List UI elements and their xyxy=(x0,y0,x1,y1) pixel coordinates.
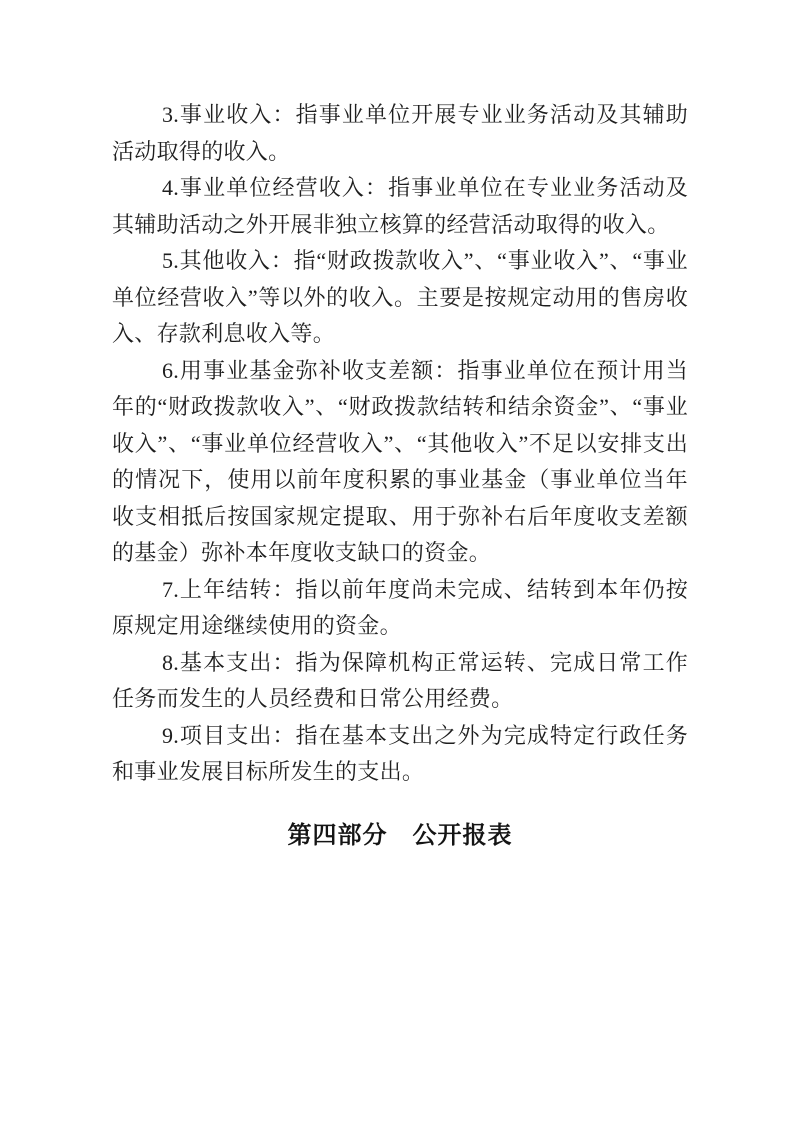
term-definition-9: 9.项目支出：指在基本支出之外为完成特定行政任务和事业发展目标所发生的支出。 xyxy=(112,722,688,784)
term-definition-4: 4.事业单位经营收入：指事业单位在专业业务活动及其辅助活动之外开展非独立核算的经营活动取得的收入。 xyxy=(112,175,688,237)
term-definition-5: 5.其他收入：指“财政拨款收入”、“事业收入”、“事业单位经营收入”等以外的收入。主要是按规定动用的售房收入、存款利息收入等。 xyxy=(112,248,688,346)
term-definition-3: 3.事业收入：指事业单位开展专业业务活动及其辅助活动取得的收入。 xyxy=(112,102,688,164)
term-definition-8: 8.基本支出：指为保障机构正常运转、完成日常工作任务而发生的人员经费和日常公用经费。 xyxy=(112,649,688,711)
term-definition-6: 6.用事业基金弥补收支差额：指事业单位在预计用当年的“财政拨款收入”、“财政拨款结转和结余资金”、“事业收入”、“事业单位经营收入”、“其他收入”不足以安排支出的情况下，使用以前年度积累的事业基金（事业单位当年收支相抵后按国家规定提取、用于弥补右后年度收支差额的基金）弥补本年度收支缺口的资金。 xyxy=(112,357,688,565)
definitions-list xyxy=(112,97,688,791)
section-heading: 第四部分 公开报表 xyxy=(287,821,513,849)
term-definition-7: 7.上年结转：指以前年度尚未完成、结转到本年仍按原规定用途继续使用的资金。 xyxy=(112,576,688,638)
